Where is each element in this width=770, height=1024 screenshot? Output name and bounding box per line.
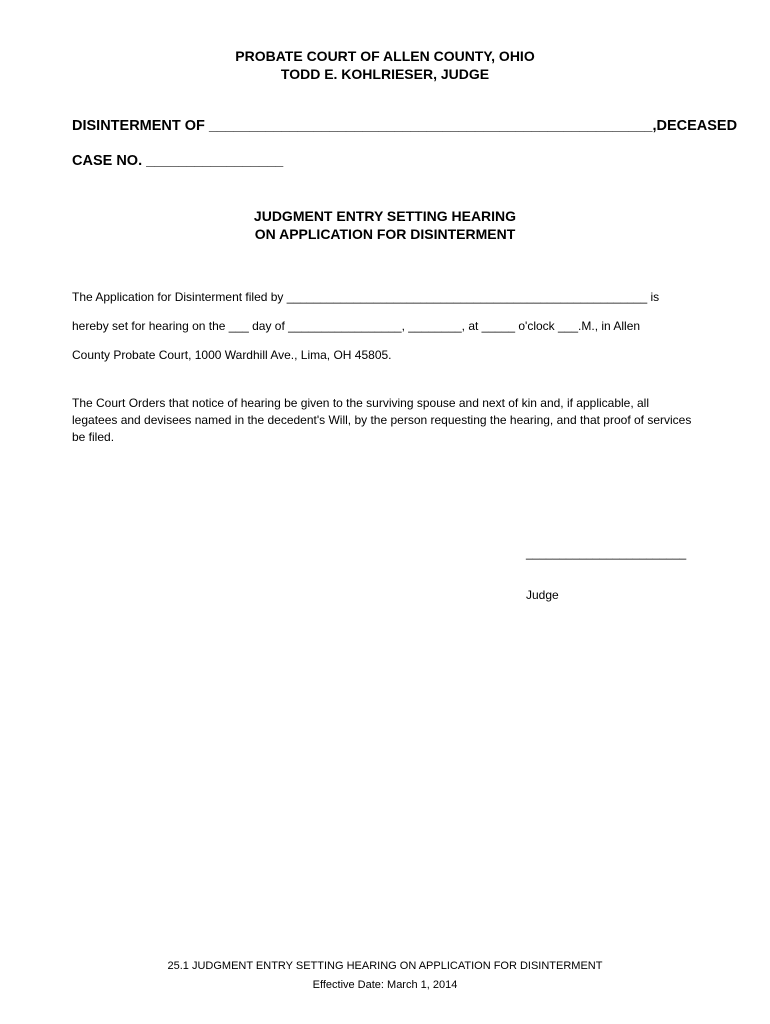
case-number-line: CASE NO. _________________ xyxy=(72,153,284,169)
court-header xyxy=(0,47,770,83)
title-line-2: ON APPLICATION FOR DISINTERMENT xyxy=(254,226,516,242)
judge-signature-block xyxy=(526,518,686,630)
application-filed-by-line: The Application for Disinterment filed by ______________________________________________________ is xyxy=(72,290,660,304)
title-line-1: JUDGMENT ENTRY SETTING HEARING xyxy=(253,208,517,224)
court-order-paragraph: The Court Orders that notice of hearing be given to the surviving spouse and next of kin and, if applicable, all legatees and devisees named in the decedent's Will, by the person requesting the hearing, and that proof of services be filed. xyxy=(72,396,692,444)
signature-label: Judge xyxy=(526,588,559,602)
judge-name: TODD E. KOHLRIESER, JUDGE xyxy=(280,66,490,82)
disinterment-caption: DISINTERMENT OF _______________________________________________________,DECEASED xyxy=(72,118,738,134)
signature-line: ________________________ xyxy=(526,546,687,560)
court-name: PROBATE COURT OF ALLEN COUNTY, OHIO xyxy=(235,48,535,64)
footer-form-title: 25.1 JUDGMENT ENTRY SETTING HEARING ON APPLICATION FOR DISINTERMENT xyxy=(167,960,603,972)
footer-effective-date: Effective Date: March 1, 2014 xyxy=(312,979,458,991)
court-address-line: County Probate Court, 1000 Wardhill Ave., Lima, OH 45805. xyxy=(72,348,392,362)
document-title xyxy=(0,207,770,243)
hearing-date-line: hereby set for hearing on the ___ day of _________________, ________, at _____ o'clock ___.M., in Allen xyxy=(72,319,641,333)
